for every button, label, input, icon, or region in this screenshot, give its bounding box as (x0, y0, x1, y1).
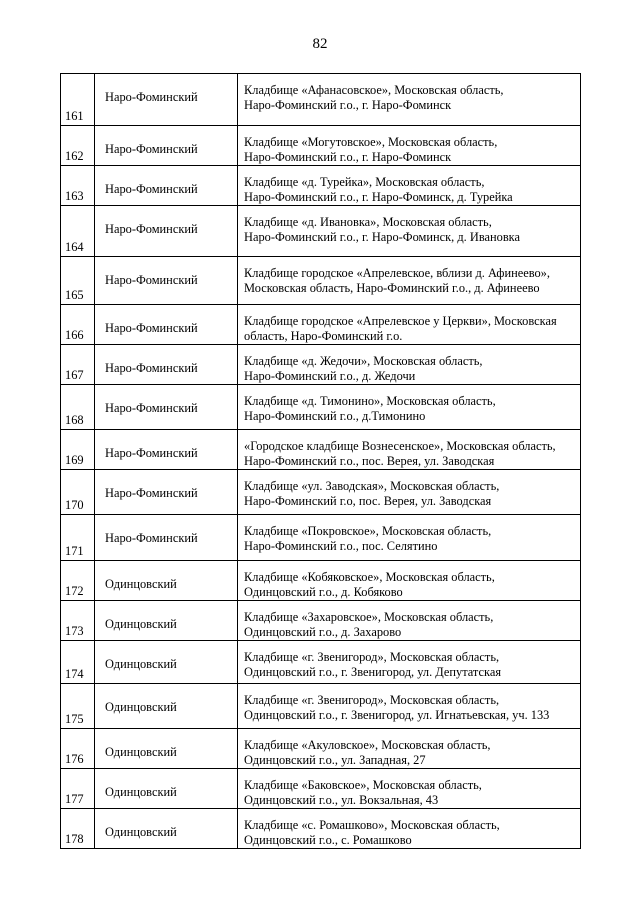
description-line-2: Одинцовский г.о., ул. Западная, 27 (244, 753, 426, 767)
description-line-1: Кладбище «г. Звенигород», Московская область, (244, 650, 500, 664)
district-name: Наро-Фоминский (95, 166, 238, 206)
cemetery-description (238, 641, 581, 684)
description-line-1: Кладбище «Баковское», Московская область, (244, 778, 482, 792)
district-name: Наро-Фоминский (95, 430, 238, 470)
table-row (61, 385, 581, 430)
row-number: 174 (61, 641, 95, 684)
row-number: 162 (61, 126, 95, 166)
row-number: 167 (61, 345, 95, 385)
table-row (61, 601, 581, 641)
registry-table-body (61, 74, 581, 849)
description-line-2: Одинцовский г.о., ул. Вокзальная, 43 (244, 793, 439, 807)
cemetery-registry-table (60, 73, 581, 849)
description-line-2: Наро-Фоминский г.о., г. Наро-Фоминск, д. Ивановка (244, 230, 521, 244)
description-line-2: Наро-Фоминский г.о., д.Тимонино (244, 409, 426, 423)
cemetery-description (238, 769, 581, 809)
district-name: Наро-Фоминский (95, 126, 238, 166)
district-name: Одинцовский (95, 641, 238, 684)
row-number: 178 (61, 809, 95, 849)
row-number: 175 (61, 684, 95, 729)
description-line-1: Кладбище «Кобяковское», Московская область, (244, 570, 495, 584)
description-line-2: Одинцовский г.о., г. Звенигород, ул. Депутатская (244, 665, 502, 679)
description-line-2: область, Наро-Фоминский г.о. (244, 329, 403, 343)
district-name: Наро-Фоминский (95, 305, 238, 345)
table-row (61, 166, 581, 206)
table-row (61, 769, 581, 809)
description-line-1: Кладбище «Акуловское», Московская область, (244, 738, 491, 752)
table-row (61, 305, 581, 345)
description-line-2: Московская область, Наро-Фоминский г.о., д. Афинеево (244, 281, 540, 295)
cemetery-description (238, 601, 581, 641)
description-line-1: Кладбище «д. Жедочи», Московская область, (244, 354, 483, 368)
description-line-2: Одинцовский г.о., д. Захарово (244, 625, 402, 639)
district-name: Одинцовский (95, 809, 238, 849)
cemetery-description (238, 206, 581, 257)
row-number: 177 (61, 769, 95, 809)
cemetery-description (238, 385, 581, 430)
district-name: Одинцовский (95, 769, 238, 809)
description-line-2: Одинцовский г.о., с. Ромашково (244, 833, 412, 847)
table-row (61, 561, 581, 601)
table-row (61, 257, 581, 305)
cemetery-description (238, 729, 581, 769)
row-number: 168 (61, 385, 95, 430)
district-name: Одинцовский (95, 729, 238, 769)
description-line-2: Наро-Фоминский г.о., пос. Селятино (244, 539, 438, 553)
row-number: 164 (61, 206, 95, 257)
description-line-2: Одинцовский г.о., д. Кобяково (244, 585, 403, 599)
cemetery-description (238, 561, 581, 601)
row-number: 172 (61, 561, 95, 601)
district-name: Наро-Фоминский (95, 385, 238, 430)
table-row (61, 74, 581, 126)
row-number: 161 (61, 74, 95, 126)
description-line-1: Кладбище «д. Ивановка», Московская область, (244, 215, 492, 229)
table-row (61, 430, 581, 470)
page-number: 82 (312, 36, 328, 52)
description-line-1: Кладбище «д. Тимонино», Московская область, (244, 394, 496, 408)
cemetery-description (238, 470, 581, 515)
table-row (61, 684, 581, 729)
description-line-1: Кладбище «Покровское», Московская область, (244, 524, 492, 538)
description-line-1: Кладбище «ул. Заводская», Московская область, (244, 479, 500, 493)
district-name: Наро-Фоминский (95, 206, 238, 257)
cemetery-description (238, 515, 581, 561)
description-line-1: Кладбище «Афанасовское», Московская область, (244, 83, 504, 97)
row-number: 171 (61, 515, 95, 561)
cemetery-description (238, 305, 581, 345)
description-line-1: Кладбище городское «Апрелевское у Церкви», Московская (244, 314, 557, 328)
table-row (61, 126, 581, 166)
table-row (61, 345, 581, 385)
row-number: 163 (61, 166, 95, 206)
cemetery-description (238, 684, 581, 729)
district-name: Одинцовский (95, 684, 238, 729)
district-name: Наро-Фоминский (95, 257, 238, 305)
description-line-2: Наро-Фоминский г.о., д. Жедочи (244, 369, 416, 383)
row-number: 166 (61, 305, 95, 345)
cemetery-description (238, 126, 581, 166)
cemetery-description (238, 345, 581, 385)
description-line-2: Наро-Фоминский г.о., пос. Верея, ул. Заводская (244, 454, 495, 468)
table-row (61, 809, 581, 849)
description-line-2: Наро-Фоминский г.о., г. Наро-Фоминск (244, 150, 452, 164)
description-line-2: Наро-Фоминский г.о, пос. Верея, ул. Заводская (244, 494, 492, 508)
description-line-1: Кладбище городское «Апрелевское, вблизи д. Афинеево», (244, 266, 550, 280)
cemetery-description (238, 809, 581, 849)
table-row (61, 641, 581, 684)
district-name: Наро-Фоминский (95, 345, 238, 385)
row-number: 173 (61, 601, 95, 641)
description-line-2: Наро-Фоминский г.о., г. Наро-Фоминск, д. Турейка (244, 190, 513, 204)
cemetery-description (238, 430, 581, 470)
description-line-2: Одинцовский г.о., г. Звенигород, ул. Игнатьевская, уч. 133 (244, 708, 550, 722)
row-number: 169 (61, 430, 95, 470)
table-row (61, 515, 581, 561)
description-line-2: Наро-Фоминский г.о., г. Наро-Фоминск (244, 98, 452, 112)
table-row (61, 729, 581, 769)
table-row (61, 206, 581, 257)
row-number: 165 (61, 257, 95, 305)
description-line-1: Кладбище «с. Ромашково», Московская область, (244, 818, 500, 832)
description-line-1: «Городское кладбище Вознесенское», Московская область, (244, 439, 556, 453)
description-line-1: Кладбище «Захаровское», Московская область, (244, 610, 494, 624)
district-name: Одинцовский (95, 601, 238, 641)
cemetery-description (238, 74, 581, 126)
district-name: Одинцовский (95, 561, 238, 601)
district-name: Наро-Фоминский (95, 470, 238, 515)
district-name: Наро-Фоминский (95, 74, 238, 126)
description-line-1: Кладбище «д. Турейка», Московская область, (244, 175, 485, 189)
cemetery-description (238, 166, 581, 206)
description-line-1: Кладбище «г. Звенигород», Московская область, (244, 693, 500, 707)
description-line-1: Кладбище «Могутовское», Московская область, (244, 135, 498, 149)
cemetery-description (238, 257, 581, 305)
row-number: 170 (61, 470, 95, 515)
table-row (61, 470, 581, 515)
row-number: 176 (61, 729, 95, 769)
district-name: Наро-Фоминский (95, 515, 238, 561)
